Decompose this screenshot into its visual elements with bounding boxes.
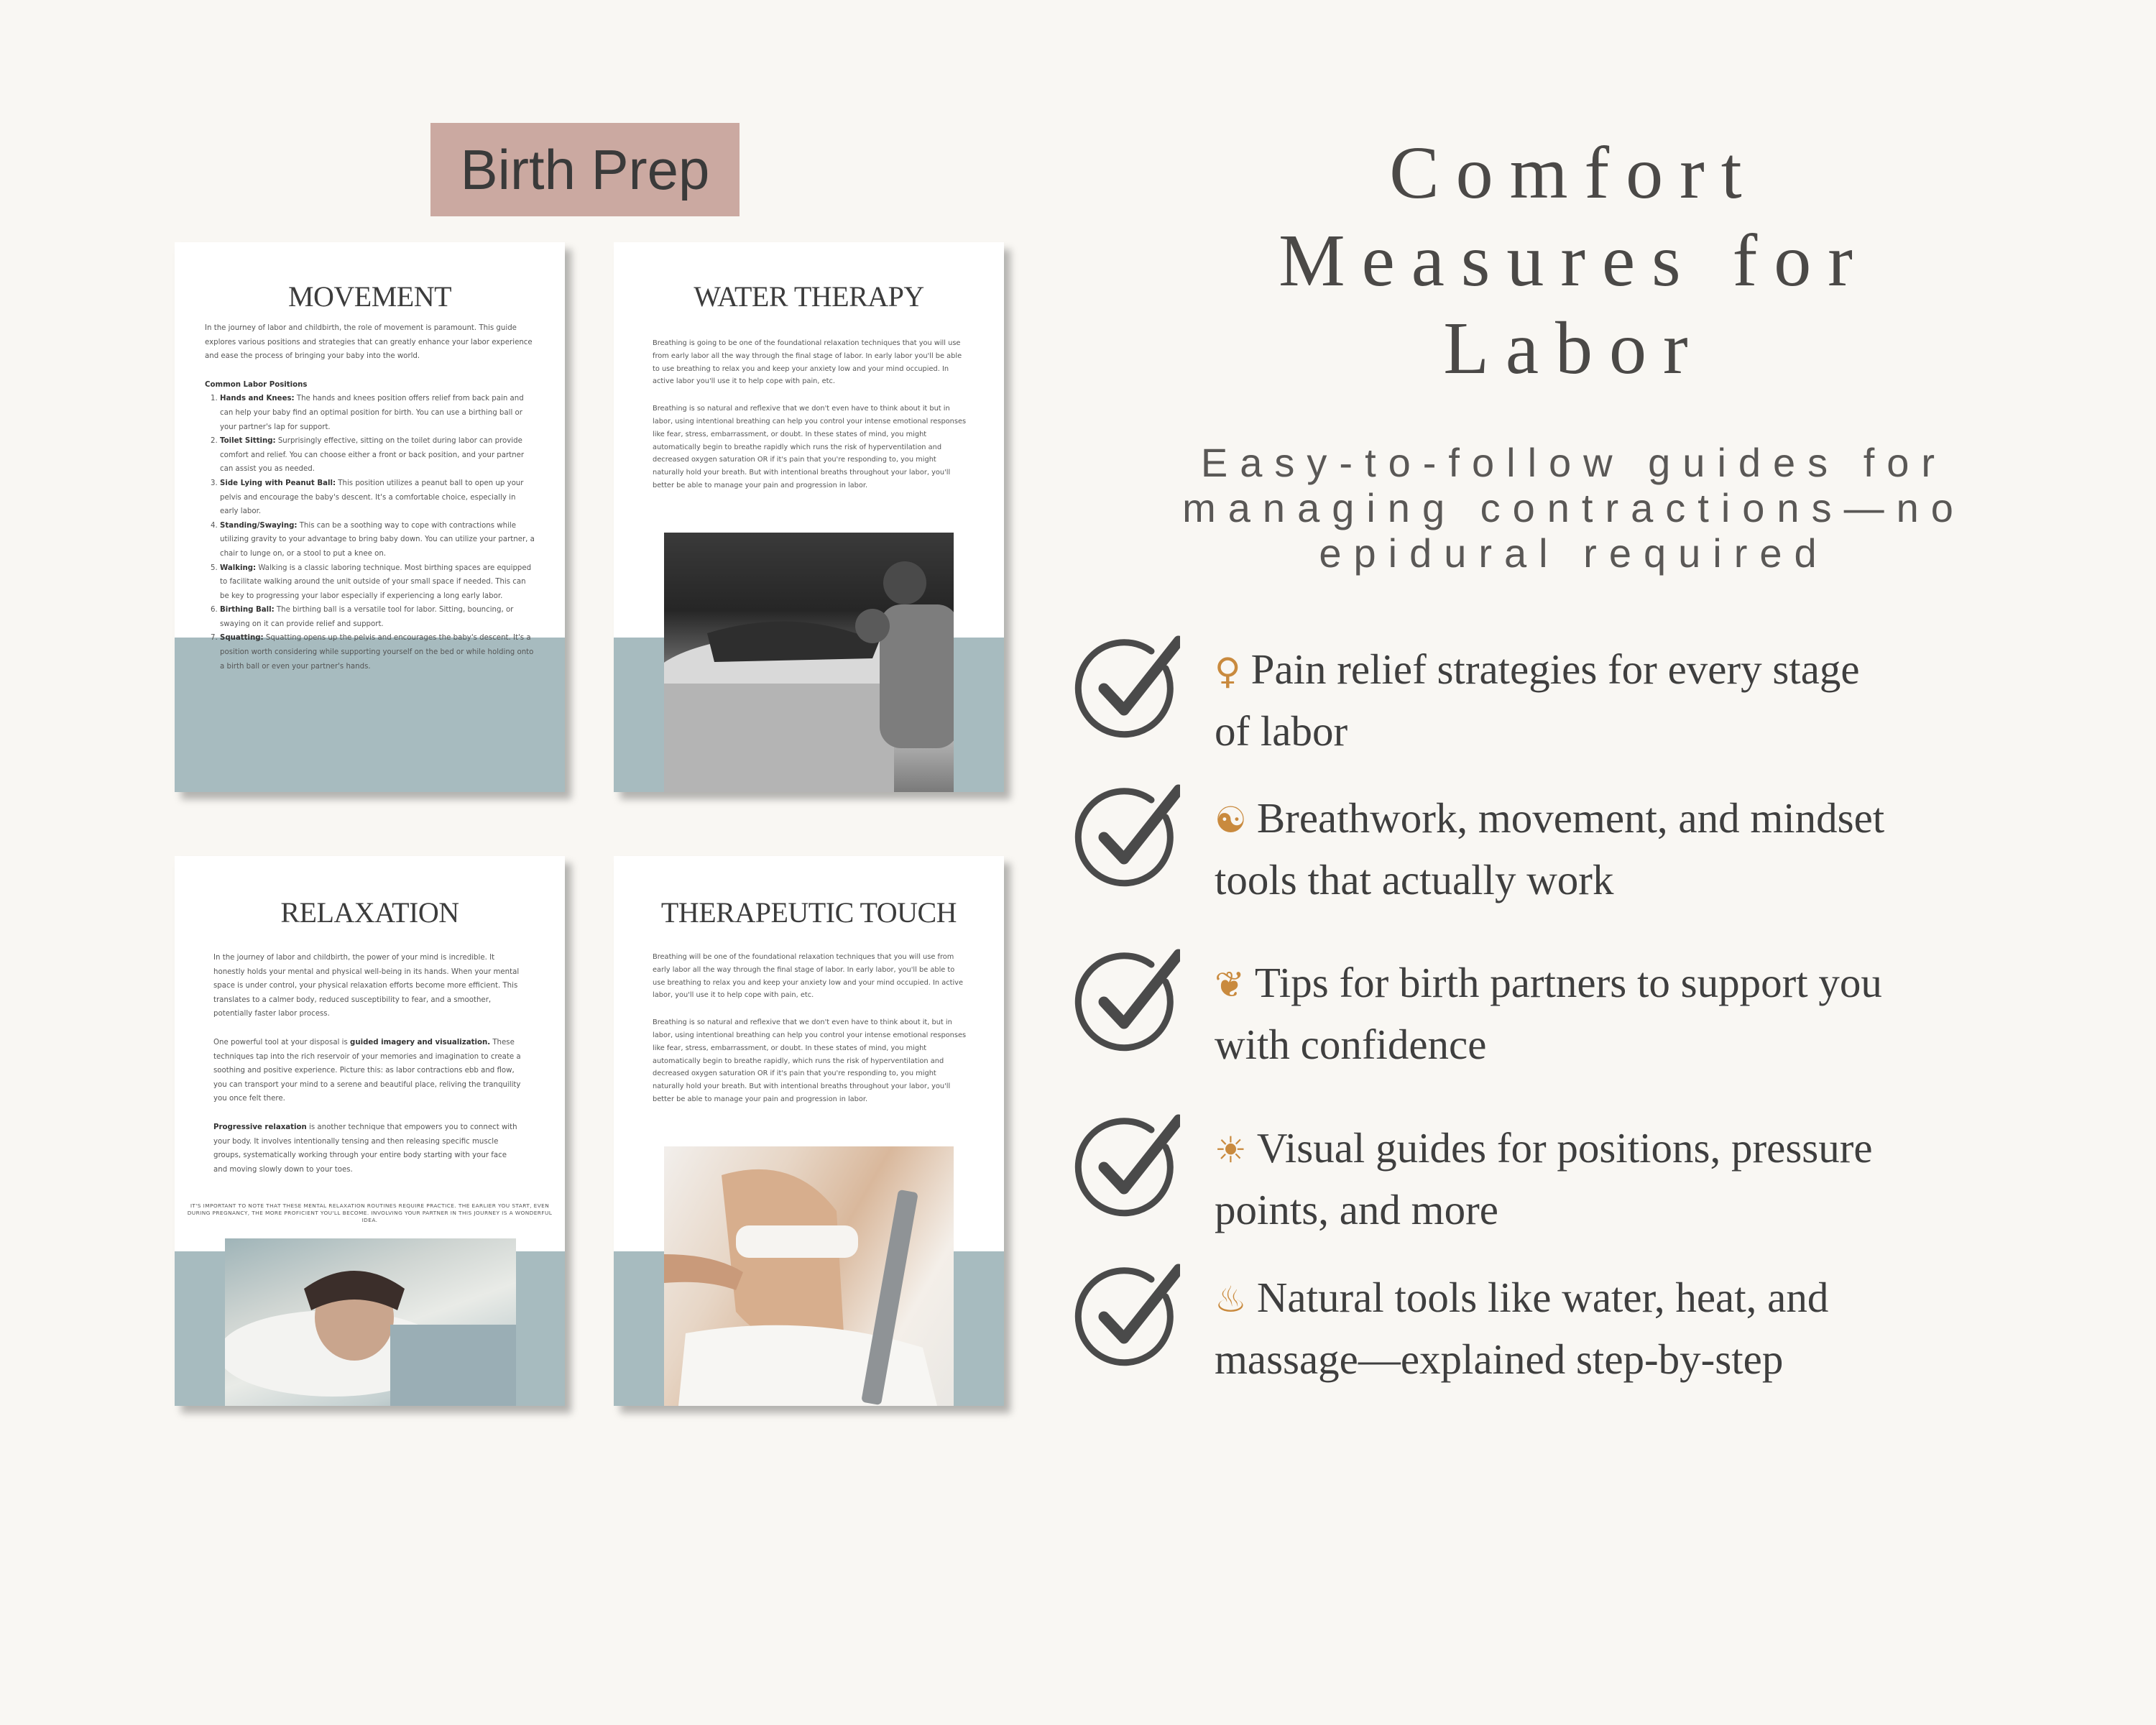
page-water-therapy: [614, 242, 1004, 792]
benefit-line: ❦ Tips for birth partners to support you: [1215, 959, 1882, 1006]
page-title: THERAPEUTIC TOUCH: [660, 896, 957, 929]
benefit-item: [1215, 788, 2034, 910]
lightbulb-emoji: ☀: [1215, 1129, 1247, 1171]
massage-photo: [664, 1146, 954, 1406]
benefit-line: massage—explained step-by-step: [1215, 1335, 1784, 1383]
section-heading: Common Labor Positions: [205, 380, 308, 389]
benefit-line: ♀ Pain relief strategies for every stage: [1215, 645, 1860, 693]
benefit-item: [1215, 953, 2034, 1075]
handshake-emoji: ❦: [1215, 964, 1245, 1006]
practice-note: IT'S IMPORTANT TO NOTE THAT THESE MENTAL RELAXATION ROUTINES REQUIRE PRACTICE. THE EARLIER YOU START, EVEN DURING PREGNANCY, THE MORE PROFICIENT YOU'LL BECOME. INVOLVING YOUR PARTNER IN THIS JOURNEY IS A WONDERFUL IDEA.: [187, 1202, 553, 1223]
pregnant-woman-emoji: ♀: [1215, 650, 1241, 692]
page-paragraph: In the journey of labor and childbirth, the power of your mind is incredible. It honestly holds your mental and physical well-being in its hands. When your mental space is under control, your physical relaxation efforts become more efficient. This translates to a calmer body, reduced susceptibility to fear, and a smoother, potentially faster labor process.: [213, 954, 520, 1018]
page-therapeutic-touch: [614, 856, 1004, 1406]
birth-tub-photo: [664, 533, 954, 792]
benefit-item: [1215, 1268, 2034, 1389]
birth-prep-tag: Birth Prep: [430, 123, 740, 216]
position-item: 7. Squatting: Squatting opens up the pelvis and encourages the baby's descent. It's a position worth considering while supporting yourself on the bed or while holding onto a birth ball or even your partner's hands.: [211, 634, 534, 671]
benefit-item: [1215, 1118, 2034, 1240]
subtitle: [1135, 440, 2012, 576]
page-relaxation: [175, 856, 565, 1406]
benefit-line: with confidence: [1215, 1021, 1487, 1068]
main-title: [1164, 129, 1984, 392]
page-paragraph: Progressive relaxation is another technique that empowers you to connect with your body. It involves intentionally tensing and then releasing specific muscle groups, systematically working through your entire body starting with your face and moving slowly down to your toes.: [213, 1123, 517, 1174]
page-paragraph: Breathing will be one of the foundational relaxation techniques that you will use from early labor all the way through the final stage of labor. In early labor, you'll be able to use breathing to relax you and keep your anxiety low and your mind occupied. In active labor, you'll use it to help cope with pain, etc.: [653, 953, 964, 1000]
check-circle-icon: [1072, 632, 1180, 740]
benefit-line: ♨ Natural tools like water, heat, and: [1215, 1274, 1829, 1321]
page-title: RELAXATION: [280, 896, 459, 929]
subtitle-line: Easy-to-follow guides for: [1200, 440, 1948, 485]
benefit-line: points, and more: [1215, 1186, 1498, 1233]
positions-list: [205, 392, 536, 673]
page-movement: [175, 242, 565, 792]
page-body: [653, 951, 968, 1121]
check-circle-icon: [1072, 946, 1180, 1054]
position-item: 4. Standing/Swaying: This can be a soothing way to cope with contractions while utilizing gravity to your advantage to bring baby down. You can utilize your partner, a chair to lunge on, or a stool to put a knee on.: [211, 521, 535, 558]
page-body: [213, 951, 522, 1191]
benefit-line: ☯ Breathwork, movement, and mindset: [1215, 794, 1885, 842]
page-paragraph: Breathing is so natural and reflexive that we don't even have to think about it, but in labor, using intentional breathing can help you control your intense emotional responses like fear, stress, embarrassment, or doubt. In these states of mind, you might automatically begin to breathe rapidly, which runs the risk of hyperventilation and decreased oxygen saturation OR if it's pain that you're responding to, you might naturally hold your breath. But with intentional breaths throughout your labor, you'll better be able to manage your pain and progression in labor.: [653, 1018, 967, 1103]
title-line: Comfort: [1389, 132, 1759, 214]
page-body: [653, 337, 968, 507]
benefit-line: tools that actually work: [1215, 856, 1614, 903]
bathtub-emoji: ♨: [1215, 1279, 1247, 1320]
position-item: 3. Side Lying with Peanut Ball: This position utilizes a peanut ball to open up your pelvis and encourage the baby's descent. It's a comfortable choice, especially in early labor.: [211, 479, 524, 516]
check-circle-icon: [1072, 1111, 1180, 1219]
resting-mother-illustration: [225, 1238, 516, 1406]
position-item: 6. Birthing Ball: The birthing ball is a versatile tool for labor. Sitting, bouncing, or swaying on it can provide relief and support.: [211, 606, 514, 628]
position-item: 5. Walking: Walking is a classic laboring technique. Most birthing spaces are equipped to facilitate walking around the unit outside of your small space if needed. This can be key to progressing your labor especially if experiencing a long early labor.: [211, 564, 532, 600]
resting-mother-photo: [225, 1238, 516, 1406]
check-circle-icon: [1072, 781, 1180, 889]
title-line: Measures for: [1279, 219, 1869, 302]
page-title: WATER THERAPY: [694, 280, 924, 313]
birth-tub-illustration: [664, 533, 954, 792]
page-body: [205, 321, 536, 673]
meditation-emoji: ☯: [1215, 799, 1247, 841]
page-paragraph: Breathing is so natural and reflexive that we don't even have to think about it but in labor, using intentional breathing can help you control your intense emotional responses like fear, stress, embarrassment, or doubt. In these states of mind, you might automatically begin to breathe rapidly which runs the risk of hyperventilation and decreased oxygen saturation OR if it's pain that you're responding to, you might naturally hold your breath. But with intentional breaths throughout your labor, you'll better be able to manage your pain and progression in labor.: [653, 405, 967, 489]
page-paragraph: One powerful tool at your disposal is guided imagery and visualization. These techniques tap into the rich reservoir of your memories and imagination to create a soothing and positive experience. Picture this: as labor contractions ebb and flow, you can transport your mind to a serene and beautiful place, reliving the tranquility you once felt there.: [213, 1038, 521, 1103]
benefit-line: ☀ Visual guides for positions, pressure: [1215, 1124, 1873, 1172]
massage-illustration: [664, 1146, 954, 1406]
position-item: 2. Toilet Sitting: Surprisingly effective, sitting on the toilet during labor can provide comfort and relief. You can choose either a front or back position, and your partner can assist you as needed.: [211, 437, 525, 474]
subtitle-line: epidural required: [1319, 530, 1829, 576]
check-circle-icon: [1072, 1261, 1180, 1368]
benefit-line: of labor: [1215, 707, 1348, 755]
title-line: Labor: [1443, 307, 1705, 390]
page-intro: In the journey of labor and childbirth, the role of movement is paramount. This guide explores various positions and strategies that can greatly enhance your labor experience and ease the process of bringing your baby into the world.: [205, 324, 533, 361]
page-paragraph: Breathing is going to be one of the foundational relaxation techniques that you will use from early labor all the way through the final stage of labor. In early labor you'll be able to use breathing to relax you and keep your anxiety low and your mind occupied. In active labor you'll use it to help cope with pain, etc.: [653, 339, 962, 386]
page-title: MOVEMENT: [287, 280, 452, 313]
subtitle-line: managing contractions—no: [1182, 485, 1966, 530]
benefit-item: [1215, 640, 2034, 761]
position-item: 1. Hands and Knees: The hands and knees position offers relief from back pain and can help your baby find an optimal position for birth. You can use a birthing ball or your partner's lap for support.: [211, 395, 524, 431]
